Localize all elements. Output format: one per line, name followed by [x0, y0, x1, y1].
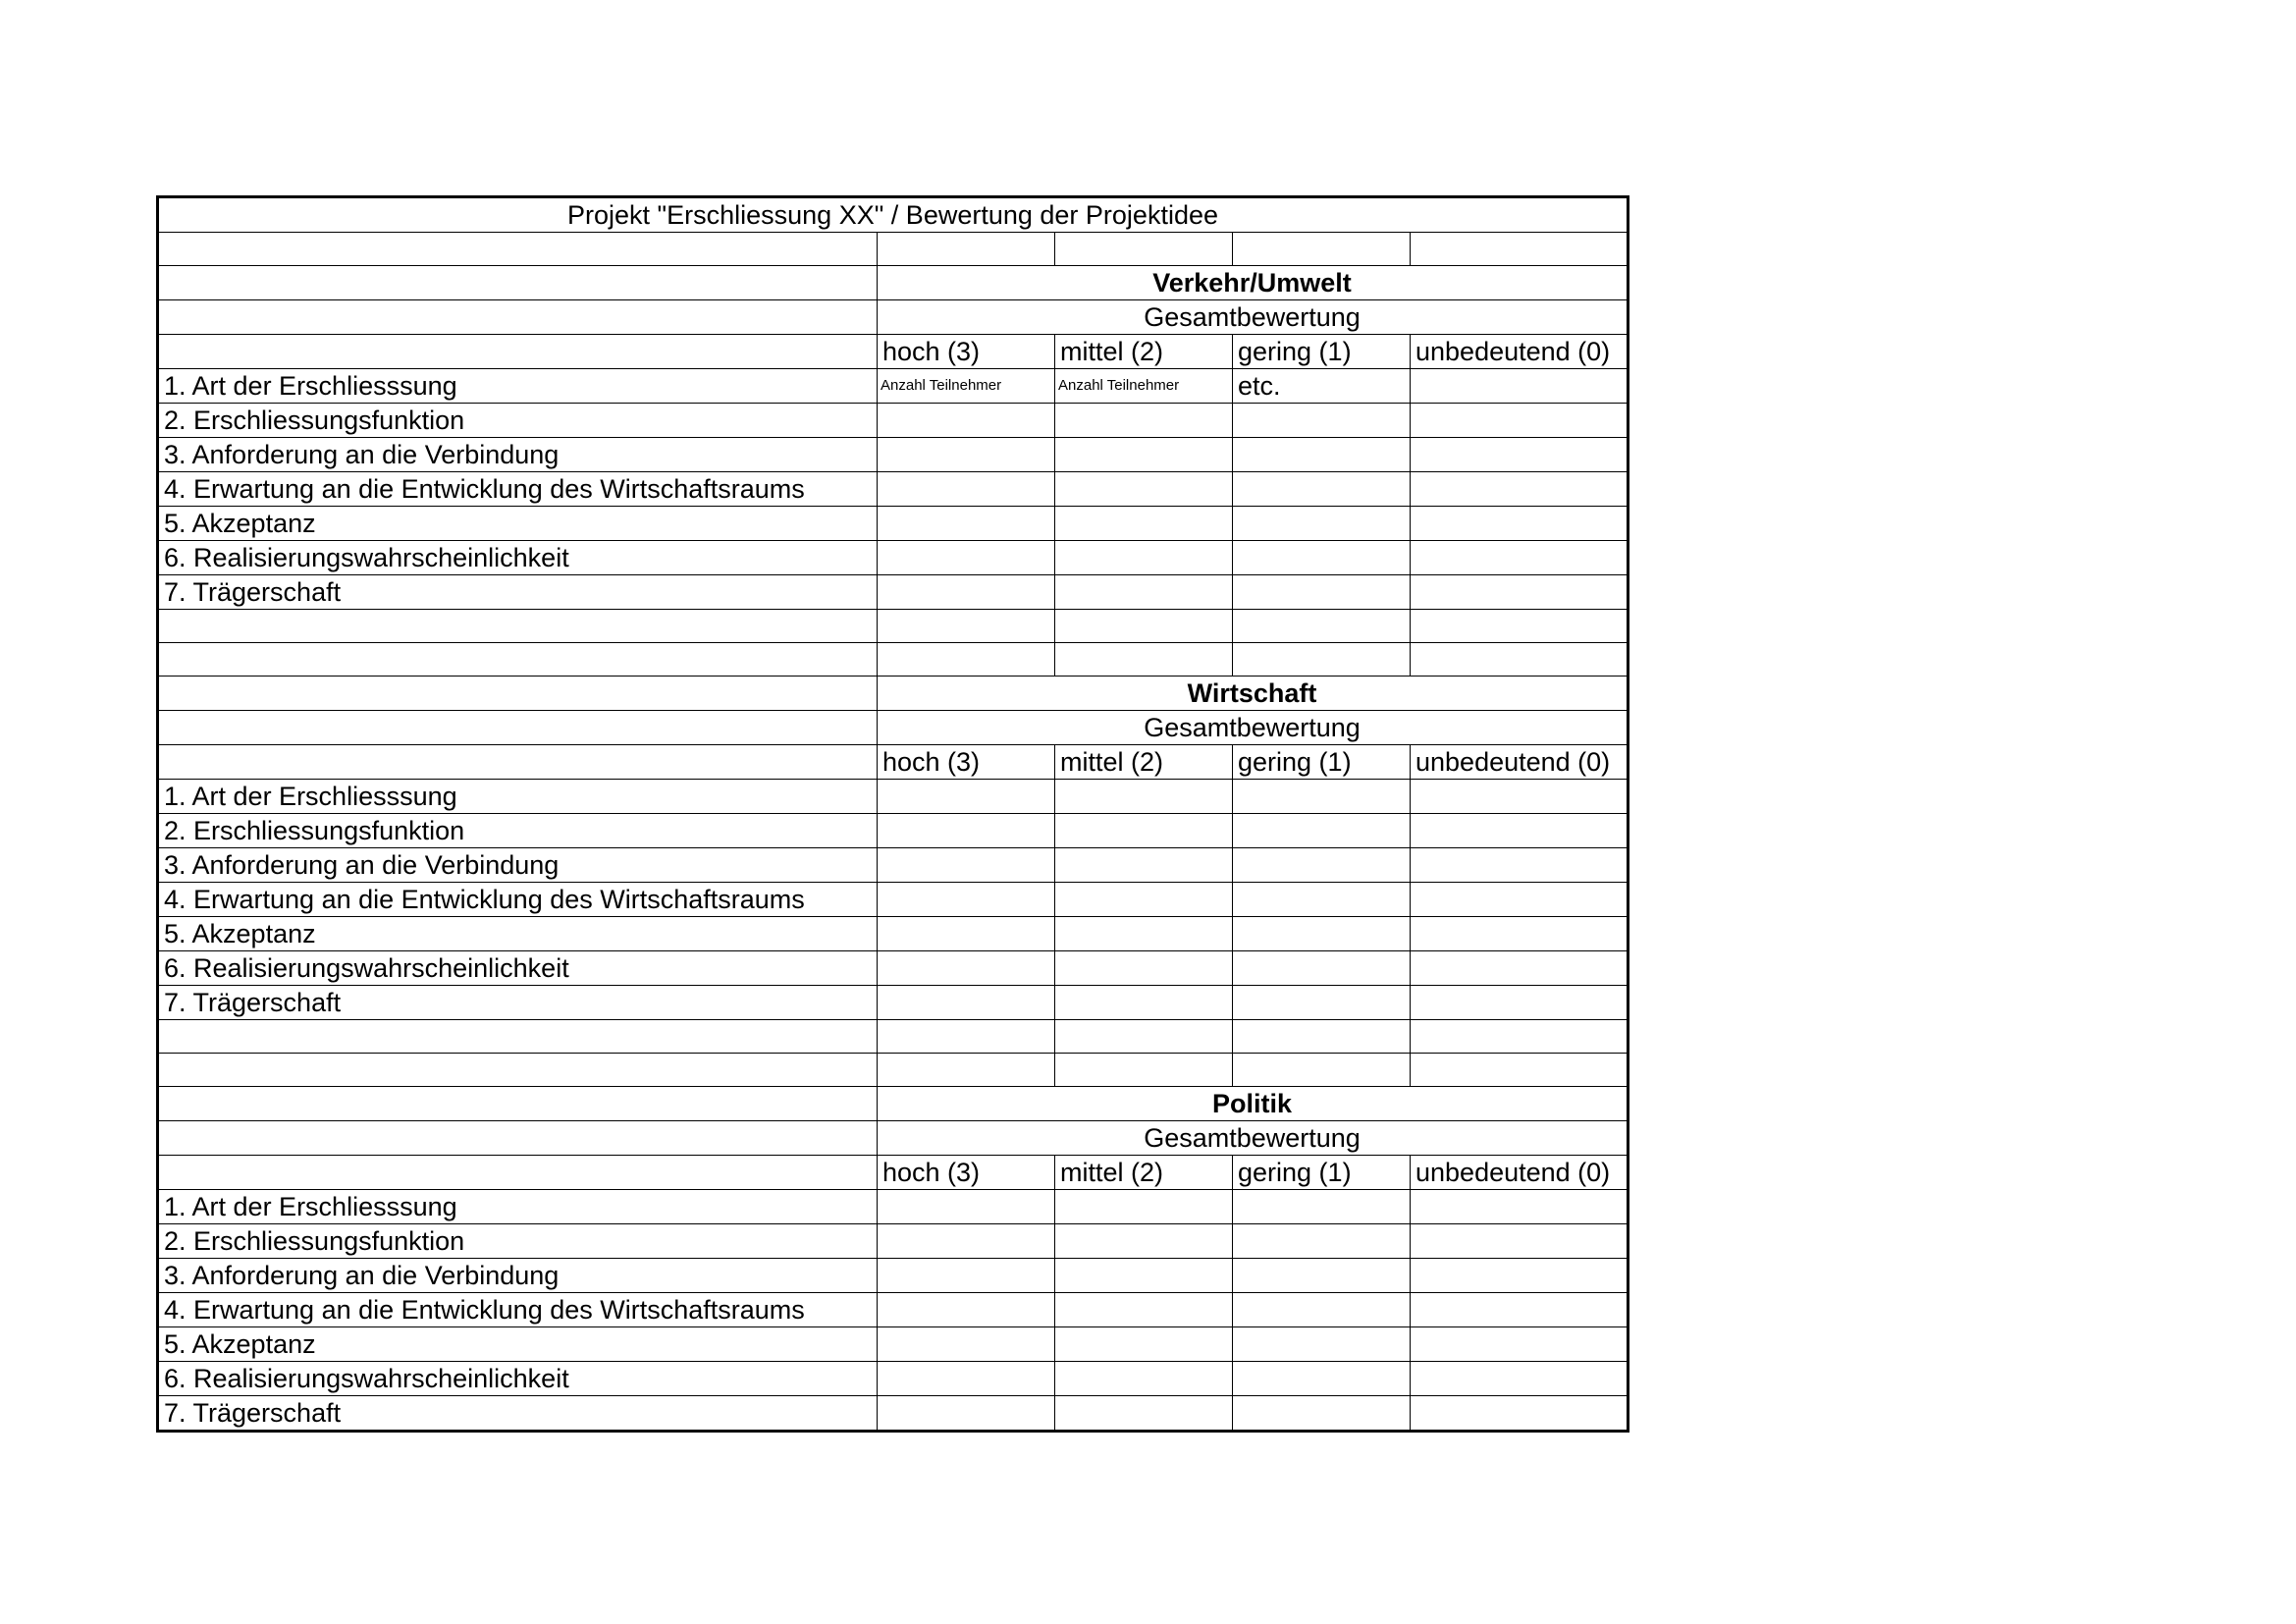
- rating-cell[interactable]: [1411, 883, 1629, 917]
- column-header-unbedeutend: unbedeutend (0): [1411, 1156, 1629, 1190]
- rating-cell[interactable]: [1411, 1293, 1629, 1327]
- criterion-label: 7. Trägerschaft: [158, 575, 878, 610]
- criterion-label: 5. Akzeptanz: [158, 507, 878, 541]
- criterion-label: 4. Erwartung an die Entwicklung des Wirtschaftsraums: [158, 883, 878, 917]
- rating-cell[interactable]: [1055, 1396, 1233, 1432]
- rating-cell[interactable]: [1411, 507, 1629, 541]
- empty-cell: [1411, 643, 1629, 677]
- spacer-row: [158, 233, 1629, 266]
- column-header-gering: gering (1): [1233, 745, 1411, 780]
- empty-cell: [878, 643, 1055, 677]
- rating-cell[interactable]: [878, 541, 1055, 575]
- column-header-unbedeutend: unbedeutend (0): [1411, 335, 1629, 369]
- table-row: [158, 1327, 1629, 1362]
- empty-cell: [1411, 233, 1629, 266]
- rating-cell[interactable]: [878, 986, 1055, 1020]
- rating-cell[interactable]: [1233, 1293, 1411, 1327]
- criterion-label: 6. Realisierungswahrscheinlichkeit: [158, 951, 878, 986]
- empty-cell: [158, 1054, 878, 1087]
- empty-cell: [158, 300, 878, 335]
- rating-cell[interactable]: [1055, 1224, 1233, 1259]
- table-row: [158, 575, 1629, 610]
- subheading: Gesamtbewertung: [878, 300, 1629, 335]
- rating-cell[interactable]: [1233, 1396, 1411, 1432]
- criterion-label: 4. Erwartung an die Entwicklung des Wirtschaftsraums: [158, 472, 878, 507]
- rating-cell[interactable]: [1411, 438, 1629, 472]
- table-row: [158, 951, 1629, 986]
- empty-cell: [878, 233, 1055, 266]
- subheading: Gesamtbewertung: [878, 711, 1629, 745]
- table-row: [158, 1362, 1629, 1396]
- column-header-gering: gering (1): [1233, 335, 1411, 369]
- section-title: Politik: [878, 1087, 1629, 1121]
- column-header-gering: gering (1): [1233, 1156, 1411, 1190]
- rating-cell[interactable]: [1411, 1327, 1629, 1362]
- example-cell-gering: etc.: [1233, 369, 1411, 404]
- rating-cell[interactable]: [1233, 848, 1411, 883]
- criterion-label: 2. Erschliessungsfunktion: [158, 1224, 878, 1259]
- table-row: [158, 507, 1629, 541]
- empty-cell: [1055, 233, 1233, 266]
- rating-cell[interactable]: [1055, 917, 1233, 951]
- rating-cell[interactable]: [1411, 1396, 1629, 1432]
- rating-cell[interactable]: [878, 814, 1055, 848]
- criterion-label: 6. Realisierungswahrscheinlichkeit: [158, 1362, 878, 1396]
- rating-cell[interactable]: [1055, 780, 1233, 814]
- rating-cell[interactable]: [1233, 575, 1411, 610]
- empty-cell: [158, 711, 878, 745]
- rating-cell[interactable]: [1233, 1327, 1411, 1362]
- empty-cell: [1411, 1054, 1629, 1087]
- column-header-hoch: hoch (3): [878, 745, 1055, 780]
- rating-cell[interactable]: [1233, 951, 1411, 986]
- subheading-row: [158, 1121, 1629, 1156]
- empty-cell: [1233, 610, 1411, 643]
- empty-cell: [878, 610, 1055, 643]
- table-row: [158, 848, 1629, 883]
- rating-cell[interactable]: [1411, 1224, 1629, 1259]
- rating-cell[interactable]: [1411, 1259, 1629, 1293]
- rating-cell[interactable]: [1055, 883, 1233, 917]
- rating-cell[interactable]: [1411, 369, 1629, 404]
- empty-cell: [1055, 643, 1233, 677]
- criterion-label: 1. Art der Erschliesssung: [158, 369, 878, 404]
- rating-cell[interactable]: [878, 1190, 1055, 1224]
- rating-cell[interactable]: [1233, 507, 1411, 541]
- spacer-row: [158, 1020, 1629, 1054]
- rating-cell[interactable]: [1055, 986, 1233, 1020]
- table-row: [158, 1396, 1629, 1432]
- empty-cell: [878, 1054, 1055, 1087]
- empty-cell: [158, 1020, 878, 1054]
- empty-cell: [1055, 610, 1233, 643]
- table-row: [158, 1259, 1629, 1293]
- criterion-label: 2. Erschliessungsfunktion: [158, 814, 878, 848]
- empty-cell: [1233, 1054, 1411, 1087]
- rating-cell[interactable]: [1055, 1190, 1233, 1224]
- rating-cell[interactable]: [1411, 1362, 1629, 1396]
- table-row: [158, 883, 1629, 917]
- rating-cell[interactable]: [1233, 1224, 1411, 1259]
- empty-cell: [1055, 1020, 1233, 1054]
- rating-cell[interactable]: [878, 1224, 1055, 1259]
- spacer-row: [158, 1054, 1629, 1087]
- rating-cell[interactable]: [1055, 951, 1233, 986]
- rating-cell[interactable]: [1233, 814, 1411, 848]
- rating-cell[interactable]: [1233, 1190, 1411, 1224]
- criterion-label: 3. Anforderung an die Verbindung: [158, 848, 878, 883]
- example-cell-hoch: Anzahl Teilnehmer: [878, 369, 1055, 404]
- criterion-label: 3. Anforderung an die Verbindung: [158, 438, 878, 472]
- rating-cell[interactable]: [1411, 575, 1629, 610]
- table-row: [158, 780, 1629, 814]
- criterion-label: 7. Trägerschaft: [158, 986, 878, 1020]
- empty-cell: [158, 1087, 878, 1121]
- empty-cell: [1233, 643, 1411, 677]
- rating-cell[interactable]: [1233, 1259, 1411, 1293]
- criterion-label: 3. Anforderung an die Verbindung: [158, 1259, 878, 1293]
- rating-cell[interactable]: [1055, 1259, 1233, 1293]
- table-row: [158, 1293, 1629, 1327]
- rating-cell[interactable]: [1055, 814, 1233, 848]
- criterion-label: 5. Akzeptanz: [158, 1327, 878, 1362]
- subheading-row: [158, 711, 1629, 745]
- column-header-hoch: hoch (3): [878, 1156, 1055, 1190]
- empty-cell: [1411, 1020, 1629, 1054]
- subheading: Gesamtbewertung: [878, 1121, 1629, 1156]
- section-title: Verkehr/Umwelt: [878, 266, 1629, 300]
- empty-cell: [158, 745, 878, 780]
- table-row: [158, 369, 1629, 404]
- rating-cell[interactable]: [1411, 541, 1629, 575]
- criterion-label: 2. Erschliessungsfunktion: [158, 404, 878, 438]
- rating-cell[interactable]: [1411, 917, 1629, 951]
- rating-cell[interactable]: [878, 917, 1055, 951]
- rating-cell[interactable]: [1055, 541, 1233, 575]
- column-header-mittel: mittel (2): [1055, 1156, 1233, 1190]
- spacer-row: [158, 610, 1629, 643]
- rating-cell[interactable]: [878, 883, 1055, 917]
- rating-cell[interactable]: [878, 951, 1055, 986]
- rating-cell[interactable]: [1055, 1293, 1233, 1327]
- table-row: [158, 472, 1629, 507]
- rating-cell[interactable]: [1411, 951, 1629, 986]
- rating-cell[interactable]: [1233, 780, 1411, 814]
- rating-cell[interactable]: [1233, 472, 1411, 507]
- column-header-unbedeutend: unbedeutend (0): [1411, 745, 1629, 780]
- criterion-label: 7. Trägerschaft: [158, 1396, 878, 1432]
- section-title: Wirtschaft: [878, 677, 1629, 711]
- table-row: [158, 541, 1629, 575]
- rating-cell[interactable]: [878, 404, 1055, 438]
- rating-cell[interactable]: [1055, 575, 1233, 610]
- rating-cell[interactable]: [1411, 472, 1629, 507]
- rating-cell[interactable]: [878, 1293, 1055, 1327]
- rating-cell[interactable]: [1411, 780, 1629, 814]
- rating-cell[interactable]: [878, 507, 1055, 541]
- rating-cell[interactable]: [1055, 507, 1233, 541]
- rating-cell[interactable]: [1233, 404, 1411, 438]
- rating-cell[interactable]: [1411, 814, 1629, 848]
- table-row: [158, 986, 1629, 1020]
- criterion-label: 4. Erwartung an die Entwicklung des Wirtschaftsraums: [158, 1293, 878, 1327]
- rating-cell[interactable]: [878, 575, 1055, 610]
- spacer-row: [158, 643, 1629, 677]
- table-row: [158, 404, 1629, 438]
- empty-cell: [1411, 610, 1629, 643]
- example-cell-mittel: Anzahl Teilnehmer: [1055, 369, 1233, 404]
- rating-cell[interactable]: [1055, 404, 1233, 438]
- rating-cell[interactable]: [1233, 1362, 1411, 1396]
- section-header-row: [158, 1087, 1629, 1121]
- subheading-row: [158, 300, 1629, 335]
- section-header-row: [158, 677, 1629, 711]
- column-header-row: [158, 1156, 1629, 1190]
- evaluation-table: [156, 195, 1629, 1433]
- empty-cell: [1233, 233, 1411, 266]
- title-row: [158, 197, 1629, 233]
- table-row: [158, 1190, 1629, 1224]
- rating-cell[interactable]: [878, 1327, 1055, 1362]
- table-row: [158, 814, 1629, 848]
- rating-cell[interactable]: [1233, 883, 1411, 917]
- rating-cell[interactable]: [1055, 1327, 1233, 1362]
- rating-cell[interactable]: [1055, 438, 1233, 472]
- column-header-row: [158, 335, 1629, 369]
- column-header-mittel: mittel (2): [1055, 745, 1233, 780]
- column-header-hoch: hoch (3): [878, 335, 1055, 369]
- empty-cell: [1233, 1020, 1411, 1054]
- table-row: [158, 1224, 1629, 1259]
- empty-cell: [158, 643, 878, 677]
- rating-cell[interactable]: [1233, 438, 1411, 472]
- rating-cell[interactable]: [1055, 472, 1233, 507]
- rating-cell[interactable]: [878, 472, 1055, 507]
- rating-cell[interactable]: [878, 780, 1055, 814]
- rating-cell[interactable]: [1233, 917, 1411, 951]
- column-header-row: [158, 745, 1629, 780]
- empty-cell: [158, 233, 878, 266]
- empty-cell: [158, 1156, 878, 1190]
- rating-cell[interactable]: [1233, 541, 1411, 575]
- rating-cell[interactable]: [1055, 1362, 1233, 1396]
- empty-cell: [878, 1020, 1055, 1054]
- criterion-label: 6. Realisierungswahrscheinlichkeit: [158, 541, 878, 575]
- rating-cell[interactable]: [1411, 848, 1629, 883]
- table-title: Projekt "Erschliessung XX" / Bewertung der Projektidee: [158, 197, 1629, 233]
- criterion-label: 5. Akzeptanz: [158, 917, 878, 951]
- rating-cell[interactable]: [878, 848, 1055, 883]
- rating-cell[interactable]: [1233, 986, 1411, 1020]
- rating-cell[interactable]: [878, 1362, 1055, 1396]
- section-header-row: [158, 266, 1629, 300]
- criterion-label: 1. Art der Erschliesssung: [158, 1190, 878, 1224]
- rating-cell[interactable]: [1411, 404, 1629, 438]
- empty-cell: [158, 677, 878, 711]
- criterion-label: 1. Art der Erschliesssung: [158, 780, 878, 814]
- column-header-mittel: mittel (2): [1055, 335, 1233, 369]
- empty-cell: [158, 335, 878, 369]
- rating-cell[interactable]: [1055, 848, 1233, 883]
- rating-cell[interactable]: [878, 1259, 1055, 1293]
- empty-cell: [158, 266, 878, 300]
- table-row: [158, 438, 1629, 472]
- empty-cell: [1055, 1054, 1233, 1087]
- empty-cell: [158, 1121, 878, 1156]
- rating-cell[interactable]: [1411, 1190, 1629, 1224]
- table-row: [158, 917, 1629, 951]
- empty-cell: [158, 610, 878, 643]
- rating-cell[interactable]: [878, 438, 1055, 472]
- rating-cell[interactable]: [1411, 986, 1629, 1020]
- rating-cell[interactable]: [878, 1396, 1055, 1432]
